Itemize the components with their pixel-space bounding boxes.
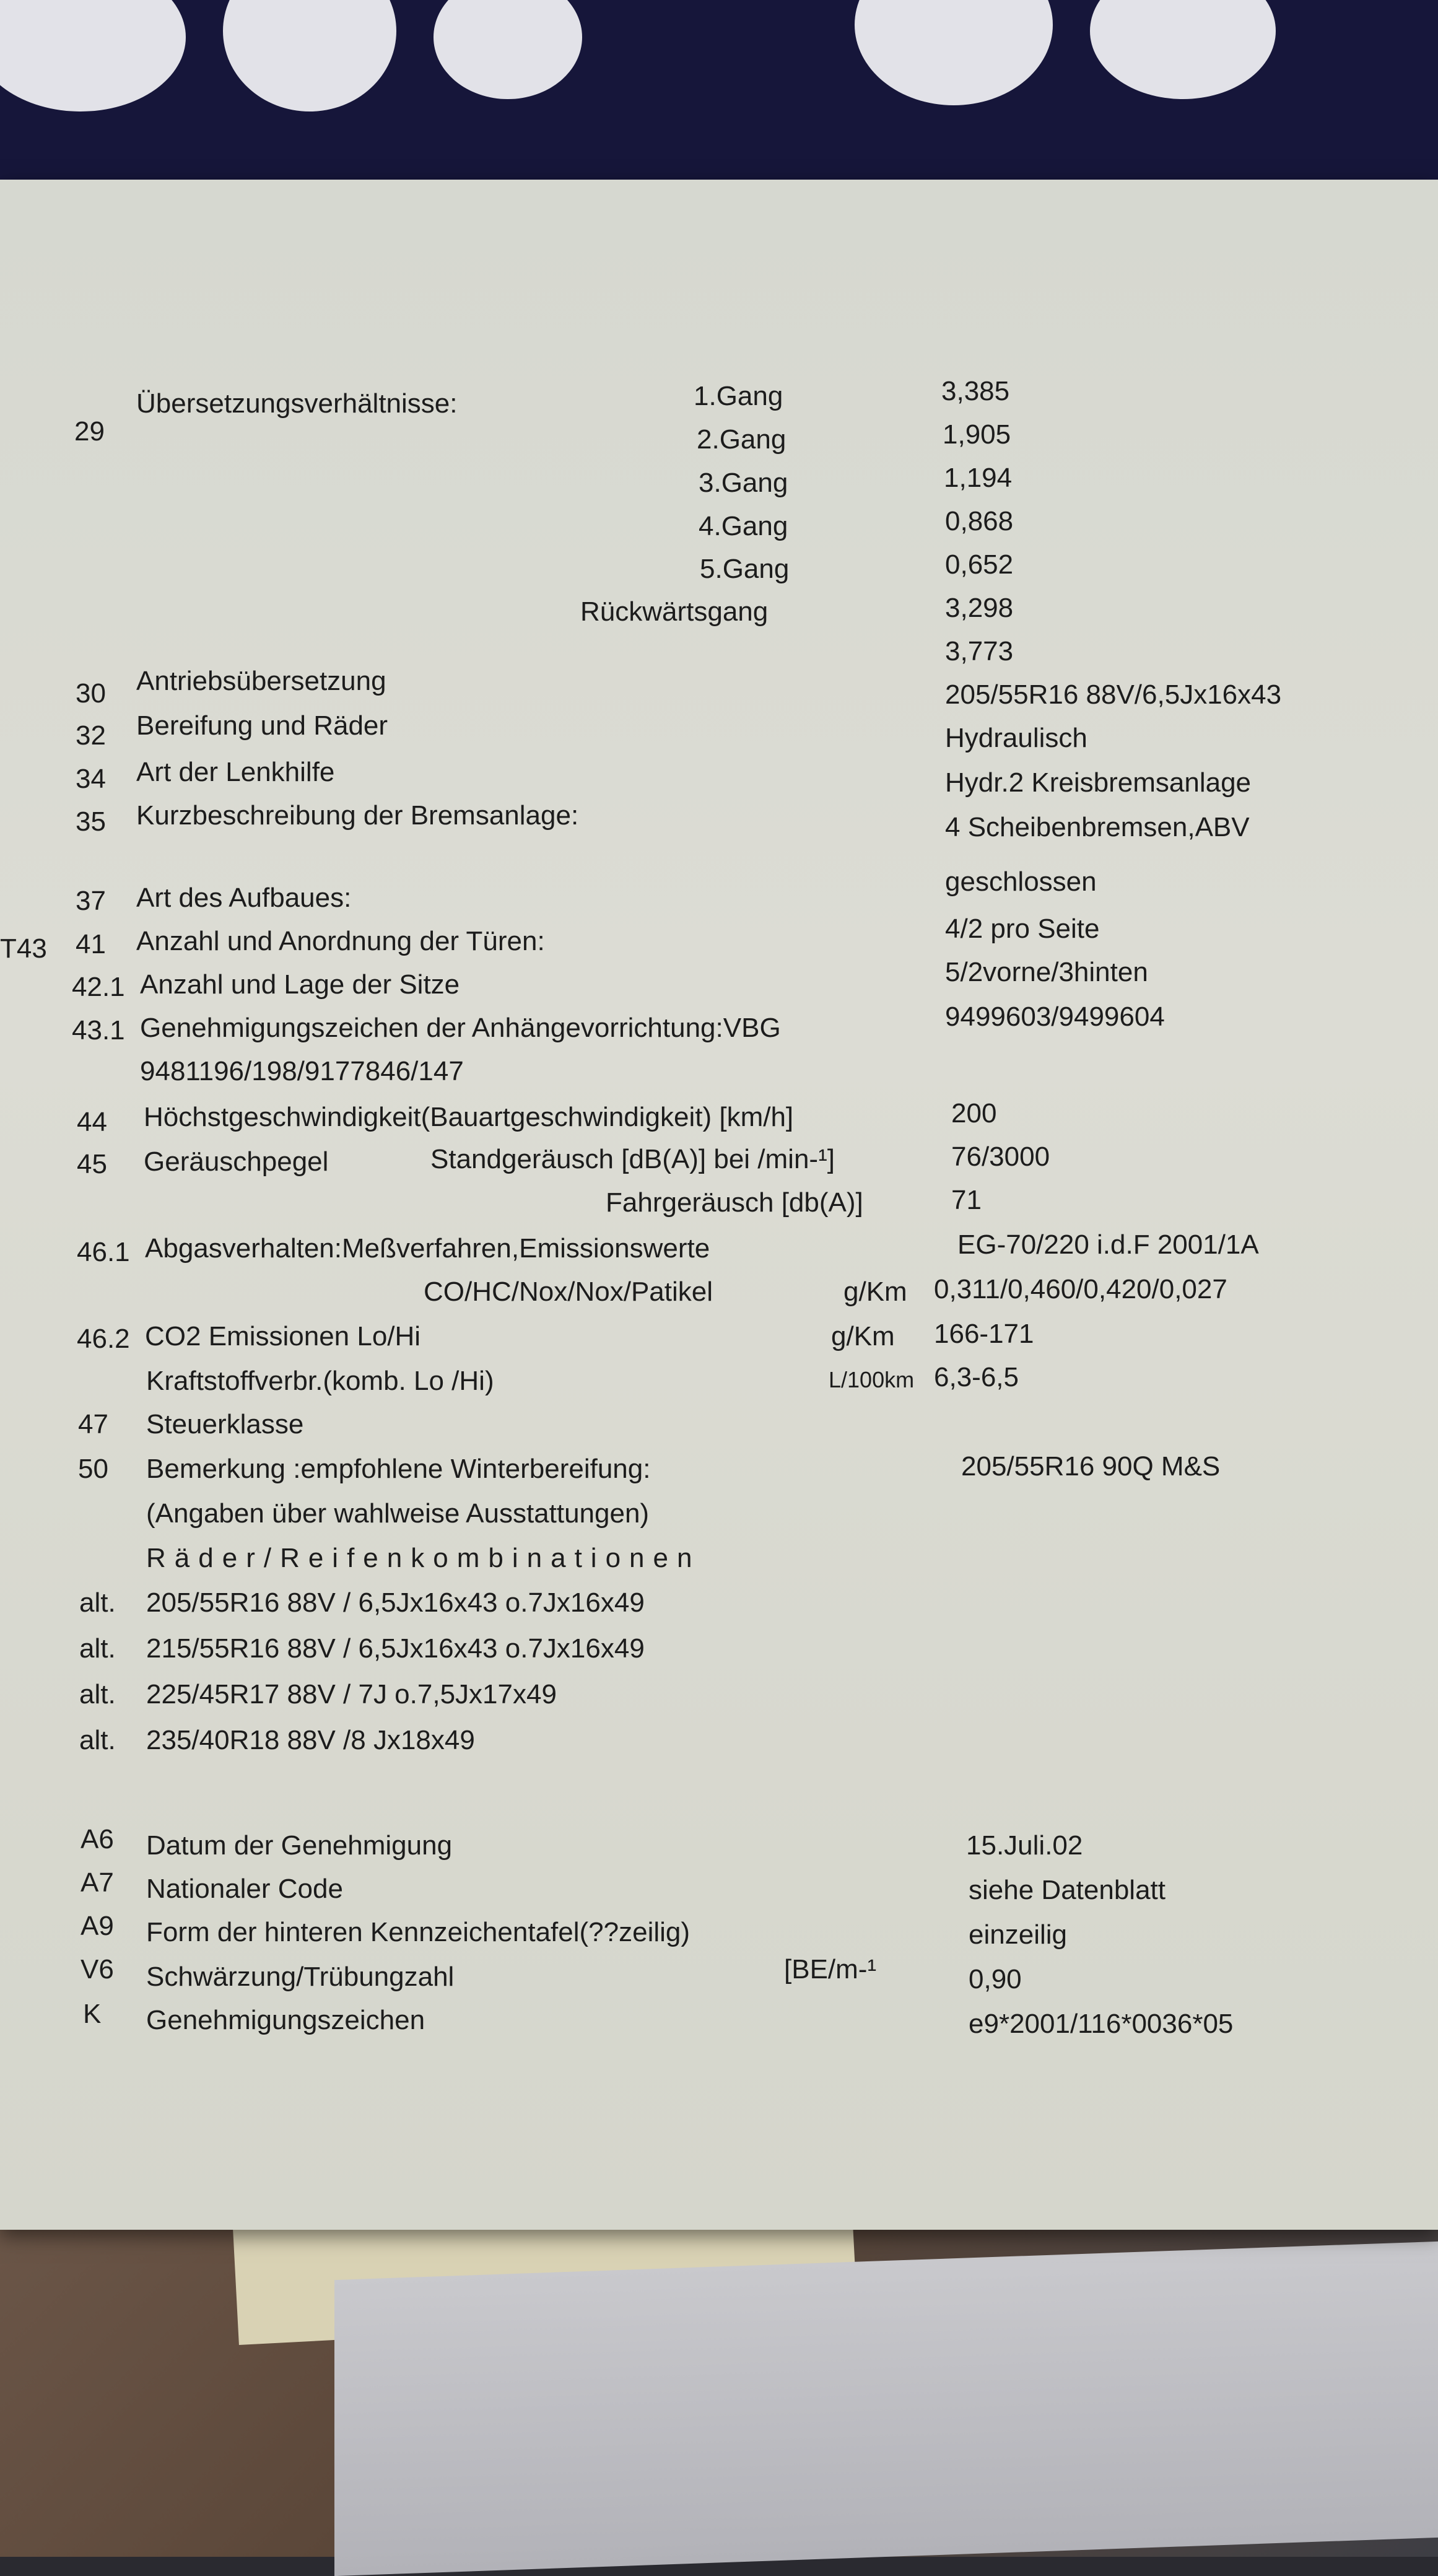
row-label: Bereifung und Räder: [136, 710, 388, 741]
row-label: Antriebsübersetzung: [136, 666, 386, 696]
row-value: 3,298: [945, 593, 1014, 623]
background-pattern-shape: [223, 0, 396, 111]
row-mid: Standgeräusch [dB(A)] bei /min-¹]: [430, 1144, 835, 1174]
row-value: einzeilig: [969, 1919, 1067, 1950]
row-mid: 3.Gang: [699, 468, 788, 498]
row-value: Hydr.2 Kreisbremsanlage: [945, 767, 1252, 798]
row-label: Höchstgeschwindigkeit(Bauartgeschwindigkeit) [km/h]: [144, 1102, 794, 1132]
row-num: 34: [76, 764, 106, 794]
row-value: 0,311/0,460/0,420/0,027: [934, 1274, 1227, 1304]
row-value: 76/3000: [951, 1142, 1050, 1172]
row-value: 5/2vorne/3hinten: [945, 957, 1148, 987]
row-label: Genehmigungszeichen der Anhängevorrichtung:VBG: [140, 1013, 781, 1043]
row-num: 37: [76, 886, 106, 916]
row-value: 205/55R16 88V/6,5Jx16x43: [945, 679, 1282, 710]
row-value: 6,3-6,5: [934, 1362, 1019, 1392]
row-num: 50: [78, 1454, 108, 1484]
row-num: A6: [81, 1824, 114, 1854]
row-value: 3,385: [941, 376, 1010, 406]
row-label: Schwärzung/Trübungzahl: [146, 1962, 455, 1992]
row-num: 46.1: [77, 1237, 130, 1267]
row-value: 9499603/9499604: [945, 1002, 1165, 1032]
row-label: (Angaben über wahlweise Ausstattungen): [146, 1498, 650, 1529]
row-mid: 1.Gang: [694, 381, 783, 411]
row-num: A9: [81, 1911, 114, 1941]
row-mid: Fahrgeräusch [db(A)]: [606, 1187, 863, 1218]
background-pattern-shape: [0, 0, 186, 111]
row-label: 225/45R17 88V / 7J o.7,5Jx17x49: [146, 1679, 557, 1709]
row-num: 43.1: [72, 1015, 125, 1046]
background-pattern-shape: [434, 0, 582, 99]
row-label: Datum der Genehmigung: [146, 1830, 453, 1861]
row-label: Steuerklasse: [146, 1409, 304, 1439]
row-label: Anzahl und Lage der Sitze: [140, 969, 460, 1000]
row-num: 29: [74, 416, 105, 447]
row-num: 44: [77, 1107, 107, 1137]
row-label: Art der Lenkhilfe: [136, 757, 335, 787]
row-num: 41: [76, 929, 106, 959]
row-unit: [BE/m-¹: [784, 1954, 877, 1984]
row-mid: 2.Gang: [697, 424, 787, 455]
row-value: EG-70/220 i.d.F 2001/1A: [957, 1229, 1259, 1260]
row-value: 205/55R16 90Q M&S: [961, 1451, 1221, 1482]
row-label: Form der hinteren Kennzeichentafel(??zeilig): [146, 1917, 691, 1947]
document-page: [0, 180, 1438, 2230]
row-value: siehe Datenblatt: [969, 1875, 1166, 1905]
row-num: alt.: [79, 1679, 116, 1709]
row-value: 0,652: [945, 549, 1014, 580]
row-value: 71: [951, 1185, 982, 1215]
row-label: Abgasverhalten:Meßverfahren,Emissionswerte: [145, 1233, 710, 1264]
row-label: Geräuschpegel: [144, 1146, 329, 1177]
row-value: Hydraulisch: [945, 723, 1087, 753]
row-value: 1,905: [943, 419, 1011, 450]
row-mid: CO/HC/Nox/Nox/Patikel: [424, 1277, 713, 1307]
row-label: Genehmigungszeichen: [146, 2005, 425, 2035]
row-label: Nationaler Code: [146, 1874, 343, 1904]
row-value: e9*2001/116*0036*05: [969, 2009, 1234, 2039]
row-unit: g/Km: [843, 1277, 907, 1307]
row-num: K: [83, 1999, 102, 2029]
row-label: Räder/Reifenkombinationen: [146, 1543, 701, 1573]
row-value: 0,90: [969, 1964, 1022, 1994]
row-value: 200: [951, 1098, 997, 1129]
row-label: CO2 Emissionen Lo/Hi: [145, 1321, 421, 1351]
row-unit: L/100km: [829, 1367, 915, 1392]
row-label: Art des Aufbaues:: [136, 883, 352, 913]
background-top: [0, 0, 1438, 198]
row-label: Kraftstoffverbr.(komb. Lo /Hi): [146, 1366, 494, 1396]
row-value: 166-171: [934, 1319, 1034, 1349]
row-num: 47: [78, 1409, 108, 1439]
cover-sheet: [334, 2242, 1438, 2576]
row-num: alt.: [79, 1633, 116, 1664]
row-num: 30: [76, 678, 106, 709]
row-label: 235/40R18 88V /8 Jx18x49: [146, 1725, 475, 1755]
row-mid: 4.Gang: [699, 511, 788, 541]
row-num: 45: [77, 1149, 107, 1179]
row-num: alt.: [79, 1725, 116, 1755]
row-num: A7: [81, 1867, 114, 1898]
row-value: 4/2 pro Seite: [945, 914, 1100, 944]
row-num: V6: [81, 1954, 114, 1984]
row-value: geschlossen: [945, 867, 1097, 897]
row-num: 42.1: [72, 972, 125, 1002]
row-label: Anzahl und Anordnung der Türen:: [136, 926, 545, 956]
row-label: 9481196/198/9177846/147: [140, 1056, 464, 1086]
row-value: 3,773: [945, 636, 1014, 666]
row-num: 46.2: [77, 1324, 130, 1354]
row-label: 215/55R16 88V / 6,5Jx16x43 o.7Jx16x49: [146, 1633, 645, 1664]
row-label: Bemerkung :empfohlene Winterbereifung:: [146, 1454, 651, 1484]
margin-mark: T43: [0, 933, 47, 964]
row-num: 35: [76, 806, 106, 837]
row-num: alt.: [79, 1587, 116, 1618]
row-num: 32: [76, 720, 106, 751]
row-unit: g/Km: [831, 1321, 895, 1351]
row-mid: Rückwärtsgang: [580, 596, 769, 627]
row-label: Übersetzungsverhältnisse:: [136, 388, 458, 419]
row-value: 4 Scheibenbremsen,ABV: [945, 812, 1250, 842]
row-value: 1,194: [944, 463, 1013, 493]
background-pattern-shape: [855, 0, 1053, 105]
row-value: 15.Juli.02: [966, 1830, 1083, 1861]
row-value: 0,868: [945, 506, 1014, 536]
background-pattern-shape: [1090, 0, 1276, 99]
row-label: Kurzbeschreibung der Bremsanlage:: [136, 800, 579, 831]
row-mid: 5.Gang: [700, 554, 790, 584]
row-label: 205/55R16 88V / 6,5Jx16x43 o.7Jx16x49: [146, 1587, 645, 1618]
